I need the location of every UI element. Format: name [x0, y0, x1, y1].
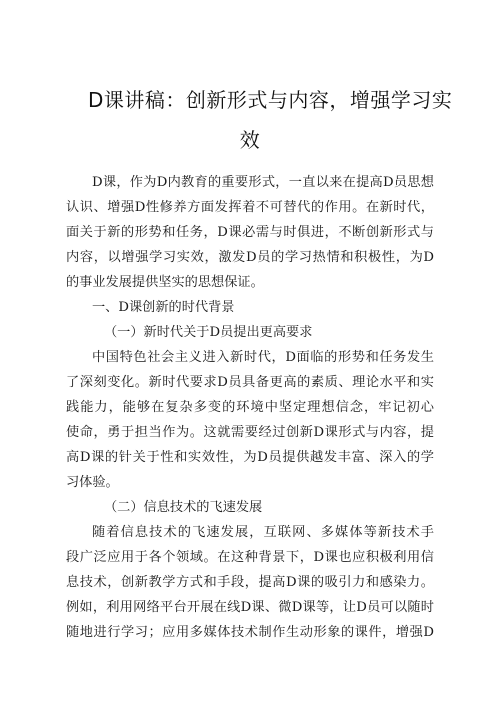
body-line: 高D课的针关于性和实效性，为D员提供越发丰富、深入的学 [66, 450, 434, 465]
body-line: 使命，勇于担当作为。这就需要经过创新D课形式与内容，提 [66, 425, 434, 440]
subsection-heading: （一）新时代关于D员提出更高要求 [104, 325, 313, 340]
body-line: 段广泛应用于各个领域。在这种背景下，D课也应积极利用信 [66, 550, 434, 565]
body-line: 息技术，创新教学方式和手段，提高D课的吸引力和感染力。 [66, 575, 434, 590]
body-line: 习体验。 [66, 475, 119, 490]
body-line: 了深刻变化。新时代要求D员具备更高的素质、理论水平和实 [66, 375, 434, 390]
body-line: 认识、增强D性修养方面发挥着不可替代的作用。在新时代， [66, 200, 434, 215]
section-heading: 一、D课创新的时代背景 [92, 300, 235, 315]
body-line: 随地进行学习；应用多媒体技术制作生动形象的课件，增强D [66, 625, 434, 640]
subsection-heading: （二）信息技术的飞速发展 [104, 500, 263, 515]
document-title-line-1: D课讲稿：创新形式与内容，增强学习实 [88, 88, 453, 112]
body-line: D课，作为D内教育的重要形式，一直以来在提高D员思想 [92, 175, 434, 190]
document-title-line-2: 效 [239, 128, 261, 152]
body-line: 例如，利用网络平台开展在线D课、微D课等，让D员可以随时 [66, 600, 434, 615]
body-line: 随着信息技术的飞速发展，互联网、多媒体等新技术手 [92, 525, 434, 540]
body-line: 践能力，能够在复杂多变的环境中坚定理想信念，牢记初心 [66, 400, 434, 415]
body-line: 中国特色社会主义进入新时代，D面临的形势和任务发生 [92, 350, 434, 365]
body-line: 内容，以增强学习实效，激发D员的学习热情和积极性，为D [66, 250, 434, 265]
body-line: 的事业发展提供坚实的思想保证。 [66, 275, 264, 290]
body-line: 面关于新的形势和任务，D课必需与时俱进，不断创新形式与 [66, 225, 434, 240]
